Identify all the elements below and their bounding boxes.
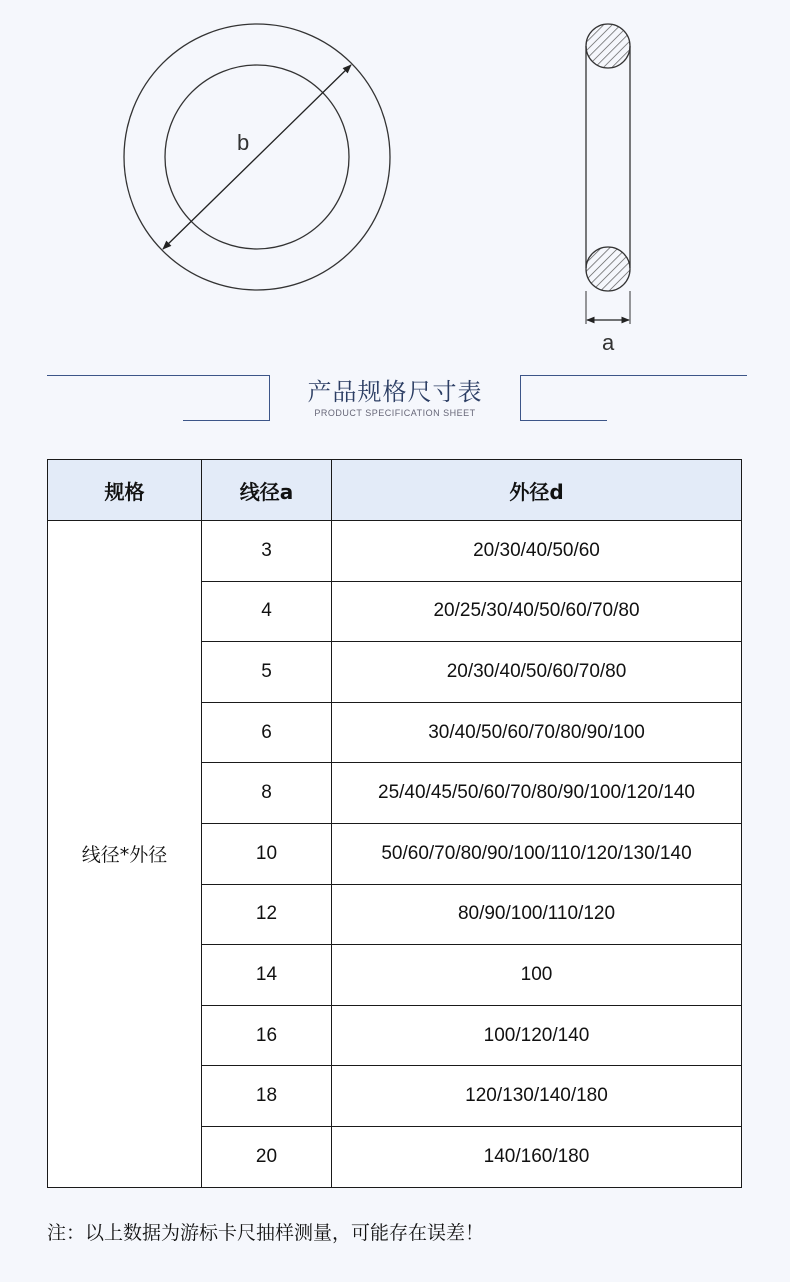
page-subtitle: PRODUCT SPECIFICATION SHEET [314,408,476,418]
wire-diameter-cell: 3 [202,521,332,582]
outer-diameter-cell: 120/130/140/180 [332,1066,742,1127]
heading-deco-line [520,420,607,421]
wire-diameter-cell: 18 [202,1066,332,1127]
heading-deco-line [183,420,270,421]
ring-side-view [586,24,630,355]
outer-diameter-cell: 80/90/100/110/120 [332,884,742,945]
wire-diameter-cell: 14 [202,945,332,1006]
header-wire-diameter: 线径a [202,460,332,521]
wire-diameter-cell: 20 [202,1126,332,1187]
wire-diameter-cell: 16 [202,1005,332,1066]
wire-diameter-cell: 5 [202,642,332,703]
wire-diameter-cell: 4 [202,581,332,642]
outer-diameter-cell: 20/30/40/50/60 [332,521,742,582]
label-b: b [237,130,250,155]
outer-diameter-cell: 25/40/45/50/60/70/80/90/100/120/140 [332,763,742,824]
table-row [48,521,742,582]
outer-diameter-cell: 20/25/30/40/50/60/70/80 [332,581,742,642]
outer-diameter-cell: 20/30/40/50/60/70/80 [332,642,742,703]
ring-front-view [124,24,390,290]
spec-table [47,459,742,1188]
wire-diameter-cell: 10 [202,823,332,884]
outer-diameter-cell: 100 [332,945,742,1006]
outer-diameter-cell: 140/160/180 [332,1126,742,1187]
header-outer-diameter: 外径d [332,460,742,521]
table-header-row [48,460,742,521]
measurement-note: 注：以上数据为游标卡尺抽样测量，可能存在误差！ [47,1222,485,1244]
header-spec: 规格 [48,460,202,521]
section-heading [0,360,790,440]
outer-diameter-cell: 30/40/50/60/70/80/90/100 [332,702,742,763]
spec-label-cell: 线径*外径 [48,521,202,1188]
label-a: a [602,330,615,355]
wire-diameter-cell: 6 [202,702,332,763]
page-title: 产品规格尺寸表 [307,378,483,406]
o-ring-diagram [0,0,790,360]
wire-diameter-cell: 12 [202,884,332,945]
wire-diameter-cell: 8 [202,763,332,824]
outer-diameter-cell: 100/120/140 [332,1005,742,1066]
outer-diameter-cell: 50/60/70/80/90/100/110/120/130/140 [332,823,742,884]
